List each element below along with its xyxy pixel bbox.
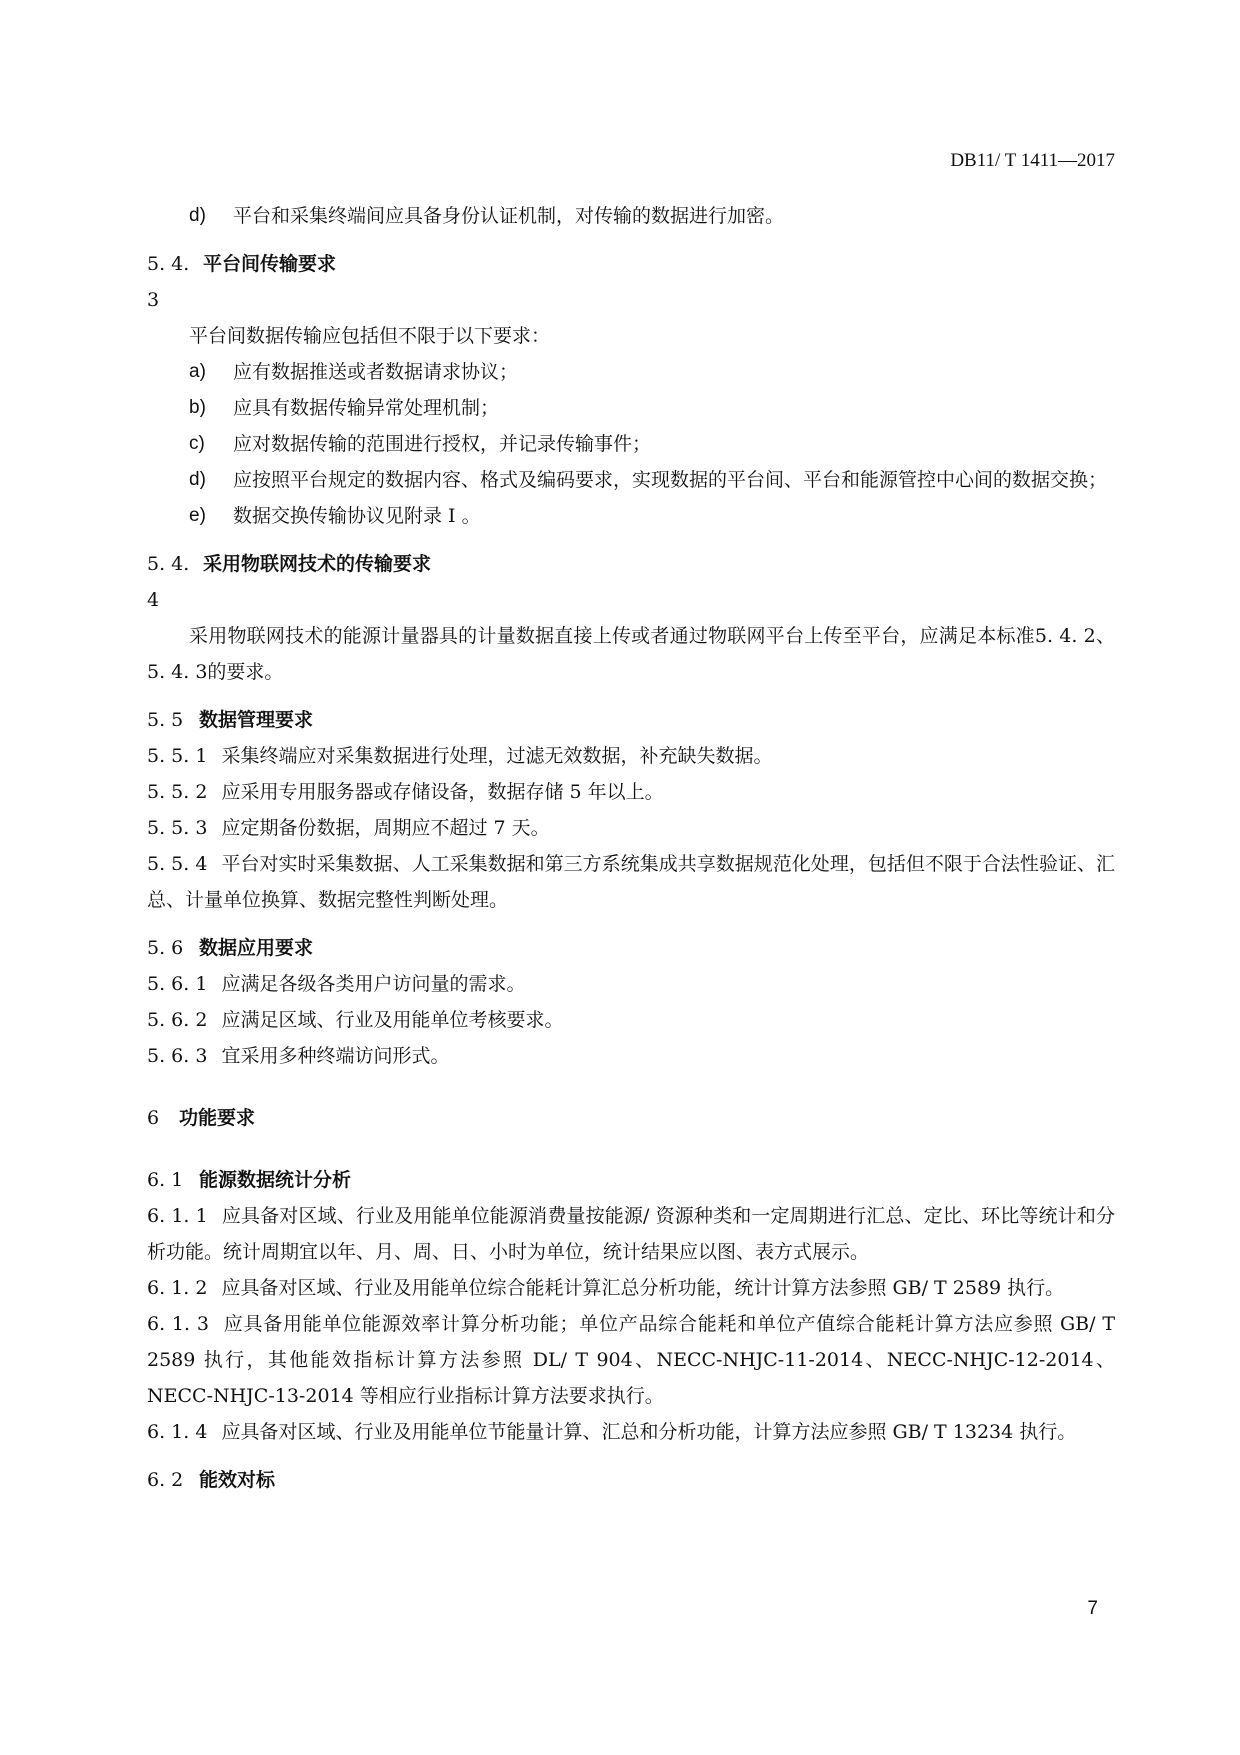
section-number: 5. 4. 3 <box>147 253 190 311</box>
section-heading-6-2 <box>147 1462 1115 1498</box>
section-heading-5-4-4 <box>147 546 1115 618</box>
clause-text: 应采用专用服务器或存储设备，数据存储 5 年以上。 <box>221 781 664 803</box>
section-title: 采用物联网技术的传输要求 <box>203 553 432 575</box>
list-marker: d) <box>189 205 206 226</box>
list-text: 应对数据传输的范围进行授权，并记录传输事件； <box>233 433 652 455</box>
clause-text: 应具备对区域、行业及用能单位能源消费量按能源/ 资源种类和一定周期进行汇总、定比、环比等统计和分析功能。统计周期宜以年、月、周、日、小时为单位，统计结果应以图、表方式展示。 <box>147 1205 1115 1263</box>
clause <box>147 846 1115 918</box>
list-marker: a) <box>189 361 206 382</box>
list-marker: d) <box>189 469 206 490</box>
list-text: 应按照平台规定的数据内容、格式及编码要求，实现数据的平台间、平台和能源管控中心间的数据交换； <box>233 469 1108 491</box>
list-text: 应有数据推送或者数据请求协议； <box>233 361 519 383</box>
clause-number: 6. 1. 4 <box>147 1421 208 1443</box>
list-item <box>147 426 1115 462</box>
page-content <box>147 198 1115 1498</box>
list-item <box>147 354 1115 390</box>
clause-text: 平台对实时采集数据、人工采集数据和第三方系统集成共享数据规范化处理，包括但不限于合法性验证、汇总、计量单位换算、数据完整性判断处理。 <box>147 853 1115 911</box>
section-title: 能源数据统计分析 <box>199 1169 352 1191</box>
page-number: 7 <box>1087 1598 1098 1619</box>
clause-number: 5. 6. 3 <box>147 1045 208 1067</box>
section-number: 6. 2 <box>147 1469 184 1491</box>
list-marker: e) <box>189 505 206 526</box>
clause-text: 应具备对区域、行业及用能单位节能量计算、汇总和分析功能，计算方法应参照 GB/ T 13234 执行。 <box>221 1421 1077 1443</box>
clause-text: 应具备用能单位能源效率计算分析功能；单位产品综合能耗和单位产值综合能耗计算方法应参照 GB/ T 2589 执行，其他能效指标计算方法参照 DL/ T 904、NECC-NHJC-11-2014、NECC-NHJC-12-2014、NECC-NHJC-13-2014 等相应行业指标计算方法要求执行。 <box>147 1313 1115 1407</box>
section-title: 能效对标 <box>199 1469 276 1491</box>
section-number: 5. 6 <box>147 937 184 959</box>
clause-text: 采集终端应对采集数据进行处理，过滤无效数据，补充缺失数据。 <box>221 745 773 767</box>
list-item <box>147 462 1115 498</box>
chapter-title: 功能要求 <box>179 1107 256 1129</box>
clause <box>147 1306 1115 1414</box>
section-heading-5-4-3 <box>147 246 1115 318</box>
paragraph: 采用物联网技术的能源计量器具的计量数据直接上传或者通过物联网平台上传至平台，应满足本标准5. 4. 2、5. 4. 3的要求。 <box>147 625 1115 683</box>
list-item <box>147 198 1115 234</box>
clause <box>147 1038 1115 1074</box>
list-text: 平台和采集终端间应具备身份认证机制，对传输的数据进行加密。 <box>233 205 785 227</box>
clause <box>147 774 1115 810</box>
section-heading-5-5 <box>147 702 1115 738</box>
section-number: 6. 1 <box>147 1169 184 1191</box>
clause-number: 5. 5. 3 <box>147 817 208 839</box>
list-item <box>147 390 1115 426</box>
clause-number: 5. 6. 2 <box>147 1009 208 1031</box>
list-item <box>147 498 1115 534</box>
clause <box>147 1270 1115 1306</box>
clause-number: 6. 1. 1 <box>147 1205 208 1227</box>
section-title: 数据管理要求 <box>199 709 314 731</box>
clause <box>147 738 1115 774</box>
clause <box>147 1414 1115 1450</box>
section-title: 数据应用要求 <box>199 937 314 959</box>
section-number: 5. 5 <box>147 709 184 731</box>
clause-text: 宜采用多种终端访问形式。 <box>221 1045 450 1067</box>
clause-number: 6. 1. 2 <box>147 1277 208 1299</box>
standard-code: DB11/ T 1411—2017 <box>950 150 1115 171</box>
clause-number: 5. 5. 4 <box>147 853 208 875</box>
section-title: 平台间传输要求 <box>203 253 337 275</box>
clause <box>147 966 1115 1002</box>
paragraph: 平台间数据传输应包括但不限于以下要求： <box>189 325 551 347</box>
clause <box>147 1002 1115 1038</box>
chapter-heading-6 <box>147 1100 1115 1136</box>
list-text: 应具有数据传输异常处理机制； <box>233 397 500 419</box>
clause-number: 6. 1. 3 <box>147 1313 209 1335</box>
clause-text: 应满足各级各类用户访问量的需求。 <box>221 973 526 995</box>
clause <box>147 810 1115 846</box>
section-number: 5. 4. 4 <box>147 553 190 611</box>
list-marker: b) <box>189 397 206 418</box>
clause-text: 应满足区域、行业及用能单位考核要求。 <box>221 1009 564 1031</box>
clause <box>147 1198 1115 1270</box>
list-text: 数据交换传输协议见附录 I 。 <box>233 505 481 527</box>
section-heading-5-6 <box>147 930 1115 966</box>
clause-number: 5. 6. 1 <box>147 973 208 995</box>
section-heading-6-1 <box>147 1162 1115 1198</box>
clause-number: 5. 5. 1 <box>147 745 208 767</box>
clause-text: 应定期备份数据，周期应不超过 7 天。 <box>221 817 550 839</box>
chapter-number: 6 <box>147 1107 160 1129</box>
clause-number: 5. 5. 2 <box>147 781 208 803</box>
list-marker: c) <box>189 433 205 454</box>
clause-text: 应具备对区域、行业及用能单位综合能耗计算汇总分析功能，统计计算方法参照 GB/ T 2589 执行。 <box>221 1277 1065 1299</box>
